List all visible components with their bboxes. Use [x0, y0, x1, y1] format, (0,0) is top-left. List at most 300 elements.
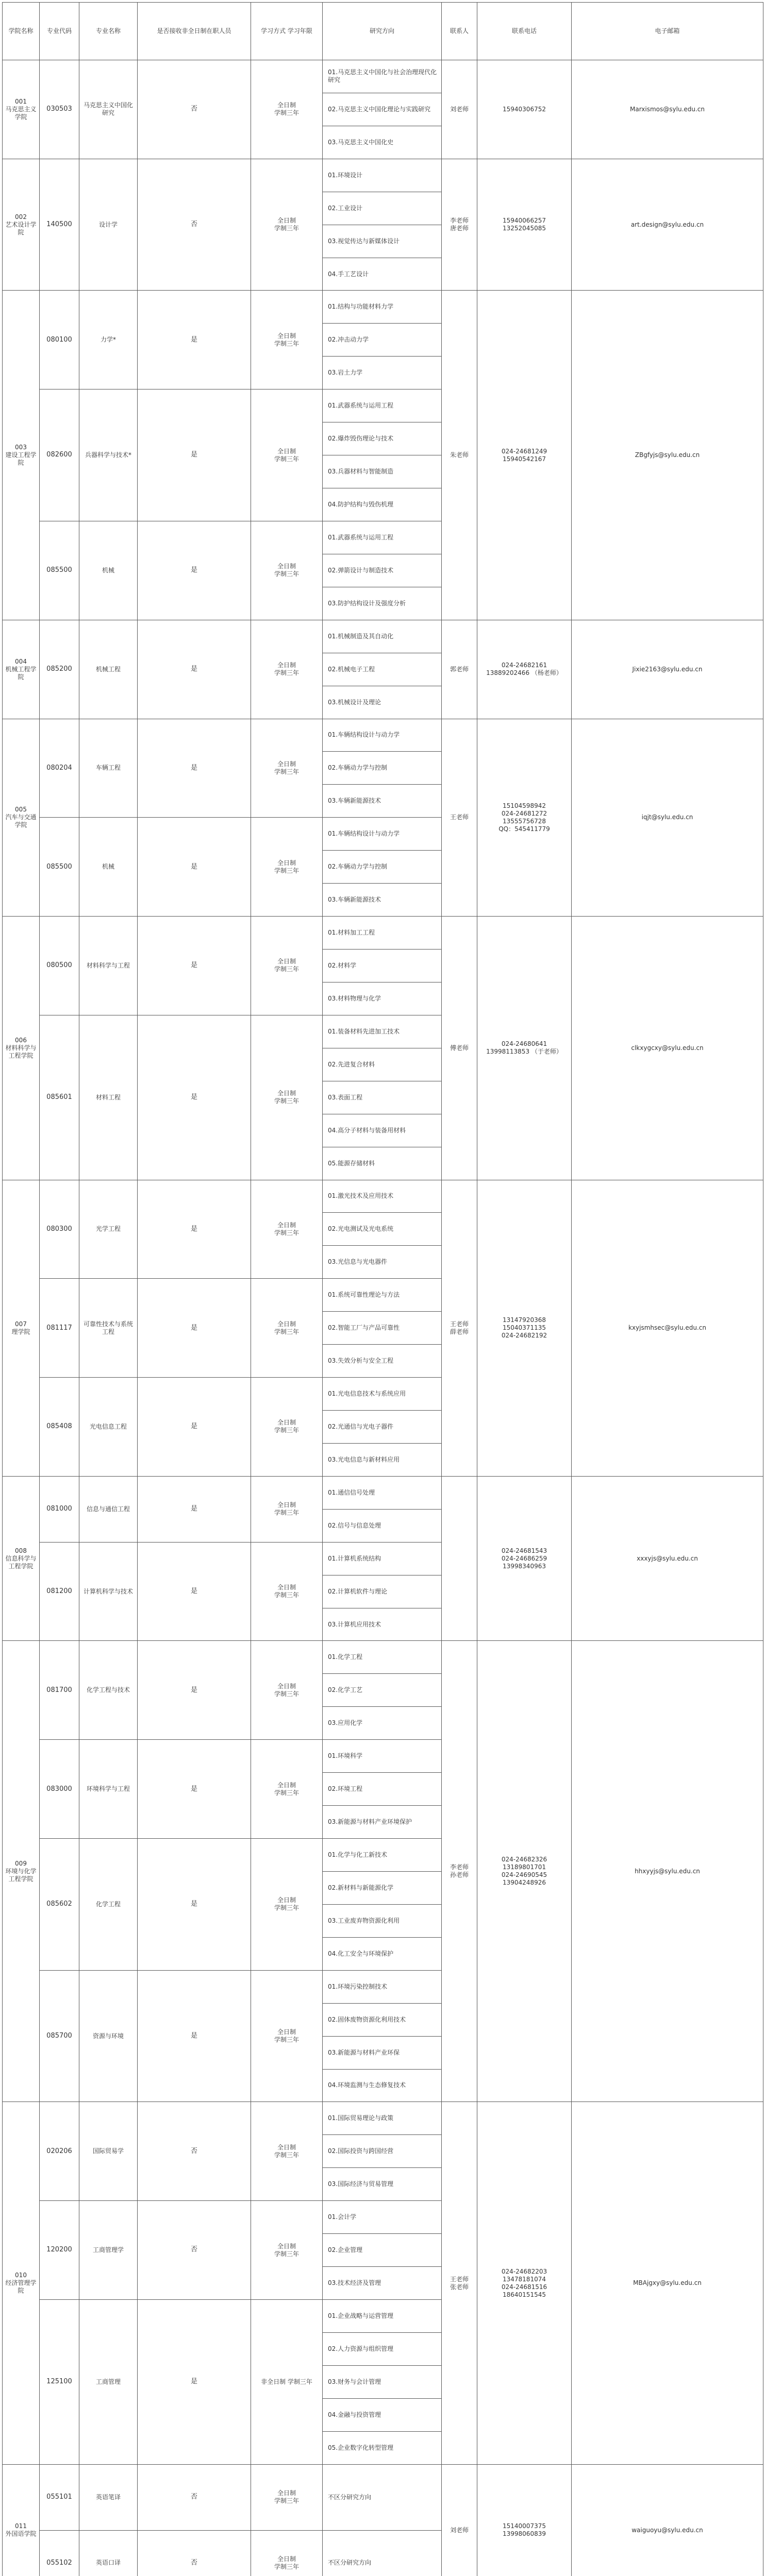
research-direction: [322, 1640, 442, 1674]
major-dual: [137, 2464, 251, 2531]
contact-name: 张老师: [450, 2283, 469, 2291]
major-name-text: 机械工程: [95, 665, 121, 673]
research-direction: [322, 488, 442, 521]
major-name-text: 英语口译: [95, 2559, 121, 2567]
major-mode: [251, 1180, 323, 1279]
major-name: [79, 1476, 138, 1543]
email-cell: [571, 1640, 763, 2102]
phone-number: 15104598942: [503, 802, 546, 809]
research-direction: [322, 1706, 442, 1740]
header-direction: [322, 2, 442, 60]
research-direction: [322, 1048, 442, 1081]
email-cell: [571, 2102, 763, 2464]
research-direction-text: 03.视觉传达与新媒体设计: [328, 237, 400, 245]
major-dual: [137, 2530, 251, 2576]
research-direction: [322, 1081, 442, 1114]
research-direction: [322, 2398, 442, 2432]
major-name: [79, 620, 138, 719]
college-cell: [2, 1640, 40, 2102]
research-direction-text: 01.国际贸易理论与政策: [328, 2114, 394, 2122]
research-direction-text: 04.环境监测与生态修复技术: [328, 2081, 406, 2089]
phone-cell: [477, 290, 572, 620]
contact-cell: [441, 1640, 477, 2102]
study-years-text: 学制三年: [274, 965, 299, 973]
email-address: kxyjsmhsec@sylu.edu.cn: [628, 1324, 706, 1332]
major-name-text: 机械: [102, 863, 114, 871]
major-code-text: 020206: [46, 2147, 72, 2155]
major-name: [79, 1015, 138, 1180]
major-code-text: 085200: [46, 665, 72, 673]
research-direction-text: 02.车辆动力学与控制: [328, 764, 388, 772]
study-mode-text: 全日制: [277, 1781, 296, 1789]
major-code: [39, 1640, 79, 1740]
research-direction-text: 03.马克思主义中国化史: [328, 138, 394, 146]
header-mode-label: 学习方式 学习年限: [261, 27, 312, 35]
research-direction: [322, 1904, 442, 1938]
college-cell: [2, 60, 40, 159]
major-mode: [251, 2299, 323, 2465]
major-dual-text: 否: [190, 105, 197, 113]
study-years-text: 学制三年: [274, 1427, 299, 1434]
email-cell: [571, 1180, 763, 1477]
college-number: 011: [15, 2522, 27, 2530]
research-direction: [322, 1772, 442, 1806]
college-name: 理学院: [11, 1328, 30, 1335]
research-direction: [322, 1805, 442, 1839]
research-direction: [322, 126, 442, 159]
major-name: [79, 1970, 138, 2103]
major-dual-text: 是: [190, 862, 197, 871]
major-name: [79, 1739, 138, 1839]
major-dual: [137, 1015, 251, 1180]
phone-number: 024-24682192: [501, 1332, 547, 1340]
college-cell: [2, 1476, 40, 1641]
phone-cell: [477, 719, 572, 917]
study-mode-text: 全日制: [277, 958, 296, 965]
study-years-text: 学制三年: [274, 109, 299, 117]
research-direction-text: 04.高分子材料与装备用材料: [328, 1126, 406, 1134]
college-name: 信息科学与工程学院: [5, 1554, 37, 1570]
contact-cell: [441, 2464, 477, 2576]
college-cell: [2, 916, 40, 1180]
research-direction-text: 01.马克思主义中国化与社会治理现代化研究: [328, 69, 437, 84]
research-direction-text: 05.企业数字化转型管理: [328, 2444, 394, 2451]
major-code: [39, 2102, 79, 2201]
major-name-text: 英语笔译: [95, 2493, 121, 2501]
major-code: [39, 817, 79, 917]
major-code-text: 080500: [46, 961, 72, 970]
email-cell: [571, 719, 763, 917]
email-address: Marxismos@sylu.edu.cn: [629, 105, 705, 113]
research-direction-text: 02.工业设计: [328, 204, 363, 212]
phone-number: 024-24680641: [501, 1040, 547, 1048]
major-dual-text: 否: [190, 2558, 197, 2567]
research-direction: [322, 356, 442, 389]
research-direction-text: 03.技术经济及管理: [328, 2279, 381, 2287]
research-direction: [322, 1245, 442, 1279]
study-years-text: 学制三年: [274, 2151, 299, 2159]
research-direction-text: 01.化学工程: [328, 1653, 363, 1661]
email-address: clkxygcxy@sylu.edu.cn: [631, 1044, 704, 1052]
research-direction-text: 02.弹箭设计与制造技术: [328, 566, 394, 574]
research-direction: [322, 159, 442, 192]
research-direction: [322, 949, 442, 982]
major-dual: [137, 159, 251, 291]
major-code: [39, 159, 79, 291]
major-dual: [137, 916, 251, 1015]
phone-number: 15140007375: [503, 2522, 546, 2530]
major-code: [39, 2200, 79, 2300]
study-years-text: 学制三年: [274, 1328, 299, 1335]
contact-name: 唐老师: [450, 225, 469, 232]
major-mode: [251, 389, 323, 521]
major-mode: [251, 2464, 323, 2531]
major-dual-text: 是: [190, 1505, 197, 1513]
major-dual-text: 是: [190, 335, 197, 344]
research-direction-text: 02.光通信与光电子器件: [328, 1422, 394, 1430]
research-direction-text: 03.光电信息与新材料应用: [328, 1455, 400, 1463]
major-dual: [137, 60, 251, 159]
email-address: Jixie2163@sylu.edu.cn: [632, 665, 703, 673]
research-direction-text: 不区分研究方向: [328, 2493, 372, 2501]
email-cell: [571, 159, 763, 291]
phone-number: 13904248926: [503, 1879, 546, 1887]
major-code-text: 081200: [46, 1587, 72, 1595]
major-code: [39, 916, 79, 1015]
phone-number: 024-24681516: [501, 2283, 547, 2291]
header-college: [2, 2, 40, 60]
research-direction: [322, 258, 442, 291]
major-mode: [251, 60, 323, 159]
research-direction-text: 01.车辆结构设计与动力学: [328, 731, 400, 739]
major-mode: [251, 1015, 323, 1180]
major-code: [39, 620, 79, 719]
research-direction-text: 03.防护结构设计及强度分析: [328, 599, 406, 607]
research-direction: [322, 1311, 442, 1345]
major-dual-text: 是: [190, 1785, 197, 1793]
research-direction: [322, 2167, 442, 2201]
research-direction: [322, 2266, 442, 2300]
research-direction: [322, 290, 442, 324]
college-cell: [2, 290, 40, 620]
research-direction: [322, 751, 442, 785]
research-direction-text: 02.光电测试及光电系统: [328, 1225, 394, 1233]
major-dual: [137, 1739, 251, 1839]
research-direction-text: 04.手工艺设计: [328, 270, 369, 278]
phone-number: 13252045085: [503, 225, 546, 232]
major-dual-text: 是: [190, 451, 197, 459]
major-dual-text: 是: [190, 665, 197, 673]
study-mode-text: 全日制: [277, 859, 296, 867]
major-code: [39, 2299, 79, 2465]
major-code-text: 080100: [46, 335, 72, 344]
research-direction: [322, 1838, 442, 1872]
study-years-text: 学制三年: [274, 1690, 299, 1698]
major-dual-text: 是: [190, 961, 197, 970]
major-mode: [251, 1377, 323, 1477]
research-direction-text: 03.新能源与材料产业环保: [328, 2048, 400, 2056]
major-dual-text: 是: [190, 1324, 197, 1332]
research-direction: [322, 2069, 442, 2103]
major-code: [39, 2530, 79, 2576]
research-direction: [322, 2003, 442, 2037]
study-years-text: 学制三年: [274, 1097, 299, 1105]
research-direction-text: 02.车辆动力学与控制: [328, 863, 388, 871]
research-direction: [322, 850, 442, 884]
major-name-text: 力学*: [100, 336, 116, 344]
phone-number: 13998060839: [503, 2530, 546, 2537]
contact-name: 李老师: [450, 1863, 469, 1871]
major-mode: [251, 817, 323, 917]
major-mode: [251, 2102, 323, 2201]
research-direction: [322, 982, 442, 1015]
research-direction: [322, 1871, 442, 1905]
phone-cell: [477, 2464, 572, 2576]
research-direction: [322, 1476, 442, 1510]
email-cell: [571, 916, 763, 1180]
major-mode: [251, 1278, 323, 1378]
research-direction-text: 01.企业战略与运营管理: [328, 2312, 394, 2319]
major-mode: [251, 159, 323, 291]
contact-cell: [441, 620, 477, 719]
research-direction: [322, 2134, 442, 2168]
major-name-text: 机械: [102, 566, 114, 574]
email-cell: [571, 2464, 763, 2576]
phone-number: 024-24681543: [501, 1547, 547, 1554]
major-code: [39, 2464, 79, 2531]
study-mode-text: 全日制: [277, 563, 296, 570]
major-mode: [251, 916, 323, 1015]
college-number: 004: [15, 657, 27, 665]
research-direction: [322, 2332, 442, 2366]
study-mode-text: 全日制: [277, 662, 296, 669]
study-years-text: 学制三年: [274, 570, 299, 578]
study-years-text: 学制三年: [274, 2250, 299, 2258]
study-mode-text: 全日制: [277, 2028, 296, 2036]
major-dual: [137, 290, 251, 389]
research-direction-text: 02.先进复合材料: [328, 1060, 375, 1068]
contact-name: 孙老师: [450, 1871, 469, 1879]
major-name-text: 环境科学与工程: [86, 1785, 130, 1793]
college-name: 马克思主义学院: [5, 105, 37, 121]
study-mode-text: 全日制: [277, 2242, 296, 2250]
research-direction-text: 02.新材料与新能源化学: [328, 1884, 394, 1891]
phone-number: 13889202466 （杨老师）: [486, 669, 562, 677]
major-code-text: 055102: [46, 2558, 72, 2567]
research-direction-text: 03.兵器材料与智能制造: [328, 468, 394, 476]
major-mode: [251, 719, 323, 818]
header-direction-label: 研究方向: [369, 27, 394, 35]
college-number: 006: [15, 1036, 27, 1044]
header-mode: [251, 2, 323, 60]
header-college-label: 学院名称: [8, 27, 34, 35]
phone-cell: [477, 1476, 572, 1641]
research-direction-text: 02.爆炸毁伤理论与技术: [328, 435, 394, 443]
phone-number: 024-24682203: [501, 2267, 547, 2275]
major-code-text: 085500: [46, 862, 72, 871]
major-dual-text: 是: [190, 2031, 197, 2040]
header-major-label: 专业名称: [95, 27, 121, 35]
major-name-text: 工商管理学: [92, 2246, 124, 2254]
major-name: [79, 2200, 138, 2300]
major-name-text: 马克思主义中国化研究: [83, 101, 133, 117]
major-dual: [137, 1838, 251, 1971]
major-code: [39, 1739, 79, 1839]
college-name: 艺术设计学院: [5, 221, 37, 236]
major-name: [79, 60, 138, 159]
major-dual-text: 否: [190, 220, 197, 228]
phone-number: 13998113853 （于老师）: [486, 1048, 562, 1056]
research-direction-text: 01.武器系统与运用工程: [328, 402, 394, 410]
major-dual-text: 是: [190, 1587, 197, 1595]
study-mode-text: 全日制: [277, 447, 296, 455]
major-code-text: 120200: [46, 2246, 72, 2254]
phone-number: 024-24681272: [501, 809, 547, 817]
research-direction: [322, 192, 442, 225]
header-contact-label: 联系人: [450, 27, 469, 35]
research-direction: [322, 2299, 442, 2333]
research-direction: [322, 686, 442, 719]
study-mode-text: 全日制: [277, 332, 296, 340]
major-code-text: 085700: [46, 2031, 72, 2040]
research-direction: [322, 1278, 442, 1312]
college-name: 机械工程学院: [5, 665, 37, 681]
major-name: [79, 159, 138, 291]
email-cell: [571, 1476, 763, 1641]
phone-number: 024-24686259: [501, 1554, 547, 1562]
college-name: 经济管理学院: [5, 2279, 37, 2295]
major-mode: [251, 620, 323, 719]
major-name-text: 设计学: [98, 221, 118, 228]
major-dual: [137, 1970, 251, 2103]
research-direction: [322, 1937, 442, 1971]
major-code-text: 081000: [46, 1505, 72, 1513]
study-mode-text: 全日制: [277, 1320, 296, 1328]
study-years-text: 学制三年: [274, 2563, 299, 2570]
contact-name: 李老师: [450, 217, 469, 225]
research-direction: [322, 2464, 442, 2531]
major-name: [79, 1838, 138, 1971]
major-mode: [251, 521, 323, 620]
major-mode: [251, 2530, 323, 2576]
major-mode: [251, 2200, 323, 2300]
phone-number: 15940306752: [503, 105, 546, 113]
research-direction: [322, 1509, 442, 1543]
major-dual: [137, 1377, 251, 1477]
phone-number: 13478181074: [503, 2275, 546, 2283]
research-direction: [322, 554, 442, 587]
study-mode-text: 全日制: [277, 2555, 296, 2563]
research-direction-text: 02.固体废物资源化利用技术: [328, 2015, 406, 2023]
major-code-text: 081700: [46, 1686, 72, 1694]
major-name: [79, 290, 138, 389]
email-address: xxxyjs@sylu.edu.cn: [637, 1554, 698, 1562]
major-name-text: 工商管理: [95, 2378, 121, 2385]
major-name-text: 化学工程: [95, 1900, 121, 1908]
research-direction: [322, 2530, 442, 2576]
contact-cell: [441, 719, 477, 917]
email-address: art.design@sylu.edu.cn: [630, 221, 704, 228]
research-direction-text: 03.计算机应用技术: [328, 1620, 381, 1628]
phone-number: 024-24682326: [501, 1856, 547, 1863]
college-name: 汽车与交通学院: [5, 814, 37, 829]
research-direction-text: 03.财务与会计管理: [328, 2378, 381, 2385]
research-direction-text: 01.装备材料先进加工技术: [328, 1027, 400, 1035]
study-mode-text: 全日制: [277, 101, 296, 109]
study-mode-text: 全日制: [277, 1584, 296, 1591]
major-dual-text: 是: [190, 1686, 197, 1694]
email-address: ZBgfyjs@sylu.edu.cn: [635, 451, 700, 459]
phone-number: 024-24681249: [501, 447, 547, 455]
major-name: [79, 389, 138, 521]
phone-number: 13147920368: [503, 1316, 546, 1324]
research-direction-text: 04.金融与投资管理: [328, 2411, 381, 2418]
research-direction: [322, 2102, 442, 2135]
contact-name: 郭老师: [450, 665, 469, 673]
major-name: [79, 1278, 138, 1378]
research-direction: [322, 784, 442, 818]
contact-name: 刘老师: [450, 105, 469, 113]
college-number: 003: [15, 444, 27, 451]
major-name-text: 国际贸易学: [92, 2147, 124, 2155]
phone-cell: [477, 159, 572, 291]
study-mode-text: 非全日制 学制三年: [261, 2378, 312, 2385]
college-number: 007: [15, 1320, 27, 1328]
study-years-text: 学制三年: [274, 455, 299, 463]
contact-cell: [441, 1180, 477, 1477]
study-years-text: 学制三年: [274, 1904, 299, 1912]
major-name-text: 兵器科学与技术*: [85, 451, 131, 459]
major-mode: [251, 1970, 323, 2103]
college-cell: [2, 2102, 40, 2464]
college-number: 005: [15, 806, 27, 814]
major-name: [79, 1640, 138, 1740]
research-direction-text: 01.材料加工工程: [328, 929, 375, 937]
research-direction-text: 01.会计学: [328, 2213, 357, 2221]
college-cell: [2, 620, 40, 719]
research-direction-text: 01.机械制造及其自动化: [328, 632, 394, 640]
research-direction: [322, 817, 442, 851]
major-mode: [251, 1542, 323, 1641]
research-direction-text: 03.岩土力学: [328, 369, 363, 377]
major-dual: [137, 2102, 251, 2201]
research-direction-text: 01.系统可靠性理论与方法: [328, 1291, 400, 1299]
college-name: 建设工程学院: [5, 451, 37, 467]
research-direction: [322, 1015, 442, 1048]
research-direction: [322, 455, 442, 488]
major-dual-text: 是: [190, 1422, 197, 1431]
research-direction-text: 03.工业废弃物资源化利用: [328, 1917, 400, 1924]
email-address: MBAjgxy@sylu.edu.cn: [633, 2279, 702, 2287]
research-direction: [322, 2431, 442, 2465]
research-direction: [322, 587, 442, 620]
major-mode: [251, 1476, 323, 1543]
major-name-text: 光学工程: [95, 1225, 121, 1233]
email-address: waiguoyu@sylu.edu.cn: [631, 2526, 703, 2534]
email-cell: [571, 620, 763, 719]
major-name: [79, 2102, 138, 2201]
major-code: [39, 1970, 79, 2103]
phone-number: 024-24682161: [501, 662, 547, 669]
header-dual: [137, 2, 251, 60]
research-direction-text: 02.机械电子工程: [328, 665, 375, 673]
research-direction: [322, 1673, 442, 1707]
research-direction: [322, 1212, 442, 1246]
major-dual: [137, 1542, 251, 1641]
research-direction-text: 04.化工安全与环境保护: [328, 1950, 394, 1957]
major-dual: [137, 817, 251, 917]
study-years-text: 学制三年: [274, 2497, 299, 2505]
